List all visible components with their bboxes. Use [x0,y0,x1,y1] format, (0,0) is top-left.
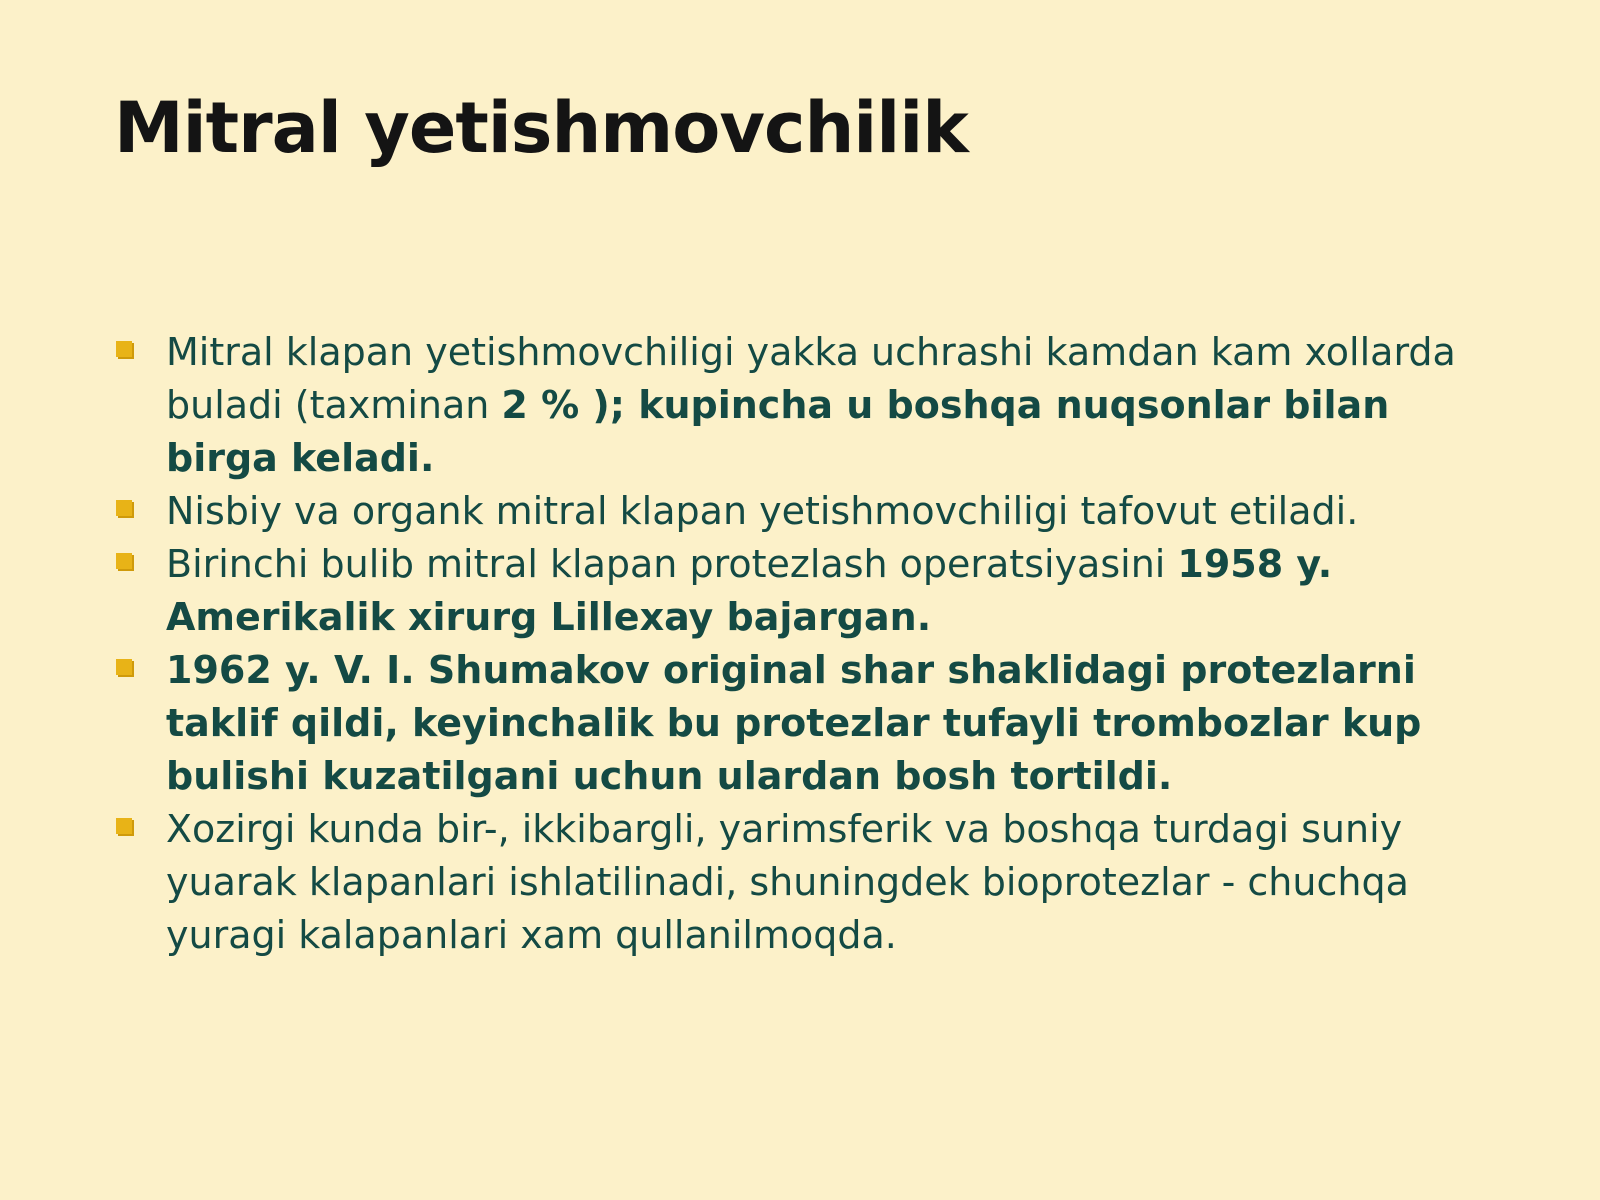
bullet-text-bold: 1962 y. V. I. Shumakov original shar shaklidagi protezlarni taklif qildi, keyinchalik bu protezlar tufayli trombozlar kup bulishi kuzatilgani uchun ulardan bosh tortildi. [166,648,1422,798]
square-bullet-icon [116,500,132,516]
square-bullet-icon [116,659,132,675]
bullet-item [114,803,1514,962]
bullet-text: Nisbiy va organk mitral klapan yetishmovchiligi tafovut etiladi. [166,489,1359,533]
square-bullet-icon [116,553,132,569]
bullet-item [114,644,1514,803]
bullet-item [114,538,1514,644]
bullet-item [114,326,1514,485]
bullet-text-bold: 2 % ); kupincha u boshqa nuqsonlar bilan birga keladi. [166,383,1390,480]
slide-title: Mitral yetishmovchilik [114,87,968,169]
bullet-item [114,485,1514,538]
bullet-text: Birinchi bulib mitral klapan protezlash operatsiyasini [166,542,1178,586]
bullet-list [114,326,1514,962]
bullet-text: Mitral klapan yetishmovchiligi yakka uchrashi kamdan kam xollarda buladi (taxminan [166,330,1456,427]
bullet-text: Xozirgi kunda bir-, ikkibargli, yarimsferik va boshqa turdagi suniy yuarak klapanlari ishlatilinadi, shuningdek bioprotezlar - chuchqa yuragi kalapanlari xam qullanilmoqda. [166,807,1409,957]
bullet-text-bold: 1958 y. Amerikalik xirurg Lillexay bajargan. [166,542,1333,639]
square-bullet-icon [116,341,132,357]
square-bullet-icon [116,818,132,834]
